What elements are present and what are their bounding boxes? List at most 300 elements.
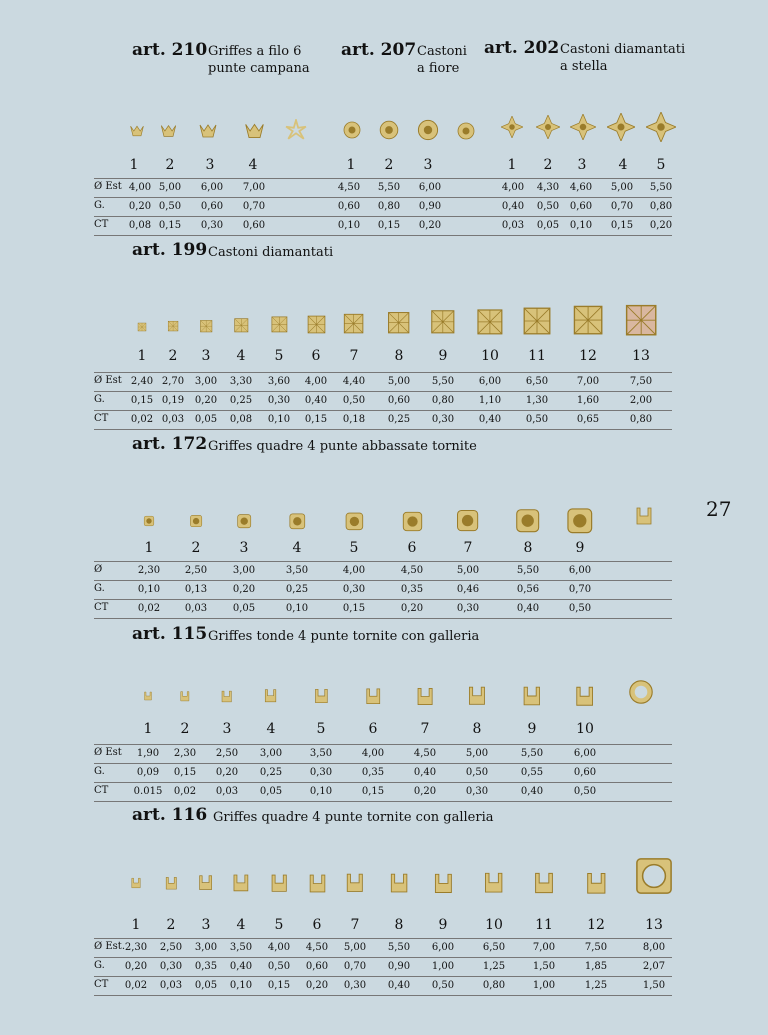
art-115-table-cell: 0,50	[465, 767, 489, 778]
art-172-table-cell: 0,56	[516, 584, 540, 595]
art-172-table-cell: 3,50	[285, 565, 309, 576]
art-199-table-cell: 4,40	[342, 376, 366, 387]
top-table-cell: 0,80	[377, 201, 401, 212]
top-table-cell: 4,30	[536, 182, 560, 193]
art-199-table-cell: 0,03	[161, 414, 185, 425]
top-table-cell: 0,15	[377, 220, 401, 231]
art-207-number: 2	[384, 157, 394, 173]
art-172-number: 3	[239, 540, 249, 556]
art-172-table-cell: 0,30	[342, 584, 366, 595]
castone-199-icon	[521, 305, 553, 337]
art-116-table-cell: 0,70	[343, 961, 367, 972]
griffe-172-icon	[565, 506, 595, 536]
top-table-cell: 0,20	[649, 220, 673, 231]
art-172-table-row-label: Ø	[94, 564, 103, 575]
art-116-table-cell: 0,30	[343, 980, 367, 991]
top-table-cell: 0,50	[158, 201, 182, 212]
art-210-title: art. 210	[132, 40, 208, 60]
griffe-115-icon	[466, 685, 488, 707]
art-115-table-row-label: Ø Est	[94, 747, 122, 758]
griffe-116-icon	[130, 874, 142, 892]
art-115-table-cell: 0,50	[573, 786, 597, 797]
griffe-116-icon	[305, 873, 330, 894]
art-115-table-cell: 5,50	[520, 748, 544, 759]
art-199-table-cell: 2,00	[629, 395, 653, 406]
art-172-table-cell: 0,35	[400, 584, 424, 595]
art-116-number: 5	[274, 917, 284, 933]
art-199-table-cell: 7,50	[629, 376, 653, 387]
art-172-number: 2	[191, 540, 201, 556]
griffe-115-icon	[143, 687, 153, 705]
griffe-172-icon	[236, 513, 252, 529]
art-199-table-cell: 0,25	[387, 414, 411, 425]
top-table-cell: 0,20	[418, 220, 442, 231]
art-199-number: 12	[579, 348, 597, 364]
top-table-cell: 0,60	[200, 201, 224, 212]
griffe-172-icon	[189, 514, 203, 528]
art-115-table-cell: 0.015	[133, 786, 163, 797]
top-table-cell: 0,15	[610, 220, 634, 231]
art-210-number: 4	[248, 157, 258, 173]
art-115-table-row	[94, 764, 672, 783]
castone-199-icon	[386, 310, 411, 335]
art-115-table-cell: 4,00	[361, 748, 385, 759]
art-116-number: 12	[587, 917, 605, 933]
art-202-number: 1	[507, 157, 517, 173]
art-115-table-cell: 0,20	[413, 786, 437, 797]
art-115-number: 1	[143, 721, 153, 737]
art-199-table-cell: 0,18	[342, 414, 366, 425]
castone-202-icon	[536, 115, 560, 139]
castone-202-icon	[607, 113, 635, 141]
art-210-number: 2	[165, 157, 175, 173]
art-115-number: 6	[368, 721, 378, 737]
art-116-table-cell: 1,50	[532, 961, 556, 972]
art-172-table-cell: 3,00	[232, 565, 256, 576]
castone-199-icon	[199, 319, 213, 333]
art-199-table-row-label: G.	[94, 394, 105, 405]
art-115-table-cell: 0,40	[413, 767, 437, 778]
top-table-cell: 0,20	[128, 201, 152, 212]
art-116-table-cell: 2,50	[159, 942, 183, 953]
art-199-number: 6	[311, 348, 321, 364]
top-table-cell: 0,50	[536, 201, 560, 212]
art-116-number: 7	[350, 917, 360, 933]
art-115-table-cell: 0,40	[520, 786, 544, 797]
art-172-number: 4	[292, 540, 302, 556]
art-210-number: 1	[129, 157, 139, 173]
art-116-table-cell: 7,50	[584, 942, 608, 953]
art-116-table-cell: 0,15	[267, 980, 291, 991]
art-116-number: 3	[201, 917, 211, 933]
art-115-table-cell: 0,15	[361, 786, 385, 797]
art-115-table-cell: 0,30	[465, 786, 489, 797]
griffe-115-icon	[263, 686, 278, 706]
art-116-table-cell: 2,07	[642, 961, 666, 972]
art-199-table-cell: 3,00	[194, 376, 218, 387]
art-199-table-row	[94, 411, 672, 430]
griffe-210-icon	[242, 120, 267, 142]
art-202-desc-line1: Castoni diamantati	[560, 42, 686, 57]
art-199-table-cell: 2,70	[161, 376, 185, 387]
castone-199-icon	[167, 320, 179, 332]
top-table-row	[94, 198, 672, 217]
art-116-table-cell: 0,50	[431, 980, 455, 991]
art-199-table-cell: 1,30	[525, 395, 549, 406]
art-199-number: 3	[201, 348, 211, 364]
top-table-row-label: Ø Est	[94, 181, 122, 192]
castone-207-extra-icon	[455, 121, 477, 141]
art-207-desc-line1: Castoni	[417, 44, 467, 59]
top-table-cell: 0,80	[649, 201, 673, 212]
art-116-number: 9	[438, 917, 448, 933]
art-116-table-cell: 3,00	[194, 942, 218, 953]
top-table-row	[94, 217, 672, 236]
art-116-table-cell: 0,05	[194, 980, 218, 991]
art-199-table-cell: 0,15	[304, 414, 328, 425]
art-210-number: 3	[205, 157, 215, 173]
art-116-table-cell: 0,10	[229, 980, 253, 991]
art-116-table-cell: 0,03	[159, 980, 183, 991]
griffe-172-icon	[514, 507, 541, 534]
top-table-cell: 0,05	[536, 220, 560, 231]
art-199-number: 10	[481, 348, 499, 364]
art-116-table-cell: 1,25	[584, 980, 608, 991]
griffe-115-icon	[415, 686, 435, 707]
castone-199-icon	[306, 314, 327, 335]
art-172-table-cell: 2,30	[137, 565, 161, 576]
top-table-cell: 0,30	[200, 220, 224, 231]
art-199-table-cell: 0,10	[267, 414, 291, 425]
art-199-table-cell: 0,50	[525, 414, 549, 425]
castone-199-icon	[571, 303, 605, 337]
art-115-number: 4	[266, 721, 276, 737]
art-172-number: 8	[523, 540, 533, 556]
art-207-desc	[417, 43, 467, 77]
art-199-table-row	[94, 373, 672, 392]
art-172-table-cell: 0,05	[232, 603, 256, 614]
art-116-number: 10	[485, 917, 503, 933]
art-199-table-cell: 6,50	[525, 376, 549, 387]
castone-199-icon	[233, 317, 250, 334]
griffe-210-extra-icon	[285, 119, 307, 141]
art-116-table-cell: 1,00	[532, 980, 556, 991]
art-202-number: 4	[618, 157, 628, 173]
top-table-cell: 4,50	[337, 182, 361, 193]
griffe-115-icon	[220, 687, 233, 706]
page-number: 27	[706, 497, 732, 521]
art-210-desc-line1: Griffes a filo 6	[208, 44, 302, 59]
top-table-cell: 5,50	[377, 182, 401, 193]
art-115-table-cell: 0,55	[520, 767, 544, 778]
art-116-table-cell: 1,00	[431, 961, 455, 972]
top-table-row-label: G.	[94, 200, 105, 211]
castone-207-icon	[342, 120, 362, 140]
art-172-table-cell: 0,15	[342, 603, 366, 614]
art-116-title: art. 116	[132, 805, 208, 825]
top-table-cell: 0,15	[158, 220, 182, 231]
art-172-table-cell: 5,50	[516, 565, 540, 576]
art-115-number: 5	[316, 721, 326, 737]
art-199-table-cell: 0,20	[194, 395, 218, 406]
art-115-table-cell: 0,15	[173, 767, 197, 778]
art-199-desc: Castoni diamantati	[208, 245, 334, 260]
art-199-table-cell: 0,65	[576, 414, 600, 425]
art-116-number: 8	[394, 917, 404, 933]
art-202-number: 5	[656, 157, 666, 173]
art-199-table-cell: 0,60	[387, 395, 411, 406]
top-table-cell: 0,90	[418, 201, 442, 212]
art-172-desc: Griffes quadre 4 punte abbassate tornite	[208, 439, 477, 454]
art-116-table-cell: 6,00	[431, 942, 455, 953]
top-table-cell: 6,00	[418, 182, 442, 193]
art-172-table-cell: 0,20	[400, 603, 424, 614]
art-199-table-cell: 0,80	[431, 395, 455, 406]
griffe-172-extra-icon	[630, 506, 658, 526]
art-172-number: 6	[407, 540, 417, 556]
art-172-table-cell: 6,00	[568, 565, 592, 576]
art-199-number: 8	[394, 348, 404, 364]
art-116-number: 1	[131, 917, 141, 933]
art-199-number: 7	[349, 348, 359, 364]
art-116-table-row	[94, 977, 672, 996]
art-115-table-cell: 0,05	[259, 786, 283, 797]
top-table-cell: 0,10	[337, 220, 361, 231]
art-116-table-row	[94, 958, 672, 977]
art-115-table-cell: 0,03	[215, 786, 239, 797]
art-172-table-cell: 0,20	[232, 584, 256, 595]
top-table-cell: 0,60	[242, 220, 266, 231]
art-172-table-cell: 0,10	[285, 603, 309, 614]
griffe-116-icon	[197, 873, 214, 892]
art-199-table-cell: 0,30	[431, 414, 455, 425]
art-116-number: 11	[535, 917, 553, 933]
top-table-row	[94, 179, 672, 198]
top-table-cell: 5,50	[649, 182, 673, 193]
art-116-table-cell: 0,90	[387, 961, 411, 972]
art-207-number: 3	[423, 157, 433, 173]
griffe-210-icon	[159, 122, 178, 140]
art-172-table-cell: 0,02	[137, 603, 161, 614]
art-115-table-cell: 0,25	[259, 767, 283, 778]
art-199-table-cell: 5,50	[431, 376, 455, 387]
art-115-table-cell: 2,30	[173, 748, 197, 759]
art-116-table-cell: 2,30	[124, 942, 148, 953]
art-199-table-cell: 7,00	[576, 376, 600, 387]
art-115-table-rule	[94, 744, 672, 745]
art-210-desc-line2: punte campana	[208, 61, 310, 76]
art-199-title: art. 199	[132, 240, 208, 260]
top-table-cell: 0,70	[610, 201, 634, 212]
art-199-table-cell: 0,25	[229, 395, 253, 406]
top-table-cell: 4,00	[128, 182, 152, 193]
castone-199-icon	[270, 315, 289, 334]
art-116-table-cell: 0,60	[305, 961, 329, 972]
art-115-table-cell: 0,09	[136, 767, 160, 778]
art-115-table-cell: 0,60	[573, 767, 597, 778]
griffe-116-icon	[635, 857, 673, 895]
art-116-table-cell: 5,00	[343, 942, 367, 953]
art-116-table-cell: 0,30	[159, 961, 183, 972]
art-116-table-cell: 1,50	[642, 980, 666, 991]
art-202-title: art. 202	[484, 38, 560, 58]
art-115-table-cell: 0,10	[309, 786, 333, 797]
art-116-table-cell: 0,40	[229, 961, 253, 972]
art-172-title: art. 172	[132, 434, 208, 454]
art-116-table-cell: 0,20	[124, 961, 148, 972]
top-table-cell: 0,08	[128, 220, 152, 231]
art-116-table-cell: 0,20	[305, 980, 329, 991]
art-199-number: 1	[137, 348, 147, 364]
art-207-desc-line2: a fiore	[417, 61, 460, 76]
art-199-table-row	[94, 392, 672, 411]
art-116-table-cell: 1,25	[482, 961, 506, 972]
art-115-table-cell: 0,20	[215, 767, 239, 778]
art-199-table-cell: 6,00	[478, 376, 502, 387]
griffe-116-icon	[476, 871, 511, 894]
art-172-table-cell: 0,46	[456, 584, 480, 595]
art-172-table-rule	[94, 561, 672, 562]
griffe-172-icon	[344, 511, 365, 532]
griffe-116-icon	[231, 873, 251, 893]
art-115-table-cell: 0,02	[173, 786, 197, 797]
art-202-number: 3	[577, 157, 587, 173]
art-199-table-cell: 4,00	[304, 376, 328, 387]
art-116-table-cell: 6,50	[482, 942, 506, 953]
griffe-172-icon	[401, 510, 424, 533]
art-199-number: 13	[632, 348, 650, 364]
art-199-number: 9	[438, 348, 448, 364]
art-172-table-cell: 5,00	[456, 565, 480, 576]
art-115-table-cell: 0,30	[309, 767, 333, 778]
art-199-number: 11	[528, 348, 546, 364]
art-116-number: 2	[166, 917, 176, 933]
art-116-table-row-label: CT	[94, 979, 109, 990]
top-table-cell: 0,03	[501, 220, 525, 231]
art-199-number: 4	[236, 348, 246, 364]
art-115-table-cell: 3,50	[309, 748, 333, 759]
griffe-116-icon	[268, 873, 290, 893]
top-table-cell: 6,00	[200, 182, 224, 193]
art-199-table-cell: 0,40	[478, 414, 502, 425]
art-172-table-cell: 2,50	[184, 565, 208, 576]
castone-199-icon	[623, 302, 659, 338]
art-172-table-cell: 4,50	[400, 565, 424, 576]
art-115-table-row-label: CT	[94, 785, 109, 796]
art-172-table-cell: 4,00	[342, 565, 366, 576]
art-199-table-cell: 0,50	[342, 395, 366, 406]
griffe-172-icon	[143, 515, 155, 527]
art-115-title: art. 115	[132, 624, 208, 644]
castone-202-icon	[646, 112, 676, 142]
griffe-115-icon	[313, 686, 330, 706]
art-115-table-cell: 5,00	[465, 748, 489, 759]
art-172-number: 1	[144, 540, 154, 556]
art-199-number: 5	[274, 348, 284, 364]
art-116-table-cell: 7,00	[532, 942, 556, 953]
art-172-table-row	[94, 581, 672, 600]
top-table-cell: 7,00	[242, 182, 266, 193]
griffe-210-icon	[129, 123, 145, 139]
art-199-table-cell: 2,40	[130, 376, 154, 387]
art-199-table-cell: 3,60	[267, 376, 291, 387]
griffe-116-icon	[164, 874, 179, 893]
art-199-table-cell: 0,19	[161, 395, 185, 406]
castone-199-icon	[137, 322, 147, 332]
castone-199-icon	[342, 312, 365, 335]
griffe-115-icon	[364, 686, 383, 707]
griffe-115-icon	[179, 687, 191, 706]
top-table-cell: 0,60	[569, 201, 593, 212]
art-172-table-row	[94, 600, 672, 619]
griffe-115-icon	[520, 685, 544, 707]
top-table-cell: 4,60	[569, 182, 593, 193]
griffe-115-extra-icon	[627, 678, 655, 706]
art-116-table-cell: 1,85	[584, 961, 608, 972]
griffe-172-icon	[288, 512, 307, 531]
art-172-table-cell: 0,13	[184, 584, 208, 595]
art-199-number: 2	[168, 348, 178, 364]
art-202-desc-line2: a stella	[560, 59, 608, 74]
art-210-desc	[208, 43, 310, 77]
griffe-172-icon	[455, 508, 480, 533]
art-116-desc: Griffes quadre 4 punte tornite con galleria	[213, 810, 494, 825]
art-199-table-cell: 3,30	[229, 376, 253, 387]
top-table-cell: 4,00	[501, 182, 525, 193]
art-172-table-cell: 0,30	[456, 603, 480, 614]
griffe-210-icon	[197, 121, 219, 141]
art-116-table-cell: 0,80	[482, 980, 506, 991]
art-115-number: 3	[222, 721, 232, 737]
art-116-number: 13	[645, 917, 663, 933]
griffe-116-icon	[427, 872, 460, 895]
art-172-table-cell: 0,50	[568, 603, 592, 614]
griffe-116-icon	[341, 872, 369, 894]
top-table-row-label: CT	[94, 219, 109, 230]
top-table-rule	[94, 178, 672, 179]
art-199-table-cell: 1,10	[478, 395, 502, 406]
castone-207-icon	[416, 118, 440, 142]
art-199-table-cell: 0,05	[194, 414, 218, 425]
castone-202-icon	[570, 114, 596, 140]
art-115-table-cell: 6,00	[573, 748, 597, 759]
art-172-table-cell: 0,10	[137, 584, 161, 595]
art-172-table-row-label: G.	[94, 583, 105, 594]
art-199-table-cell: 0,08	[229, 414, 253, 425]
castone-202-icon	[501, 116, 523, 138]
art-172-number: 5	[349, 540, 359, 556]
top-table-cell: 5,00	[158, 182, 182, 193]
art-199-table-cell: 1,60	[576, 395, 600, 406]
art-115-table-cell: 2,50	[215, 748, 239, 759]
art-116-number: 4	[236, 917, 246, 933]
art-115-number: 8	[472, 721, 482, 737]
top-table-cell: 0,70	[242, 201, 266, 212]
art-115-table-cell: 4,50	[413, 748, 437, 759]
art-199-table-row-label: Ø Est	[94, 375, 122, 386]
griffe-115-icon	[572, 685, 597, 708]
top-table-cell: 0,60	[337, 201, 361, 212]
griffe-116-icon	[576, 871, 617, 896]
art-116-table-cell: 4,00	[267, 942, 291, 953]
art-116-table-cell: 0,40	[387, 980, 411, 991]
art-172-table-row-label: CT	[94, 602, 109, 613]
art-199-table-cell: 0,80	[629, 414, 653, 425]
art-202-desc	[560, 41, 685, 75]
art-199-table-cell: 0,02	[130, 414, 154, 425]
art-115-number: 9	[527, 721, 537, 737]
art-202-number: 2	[543, 157, 553, 173]
